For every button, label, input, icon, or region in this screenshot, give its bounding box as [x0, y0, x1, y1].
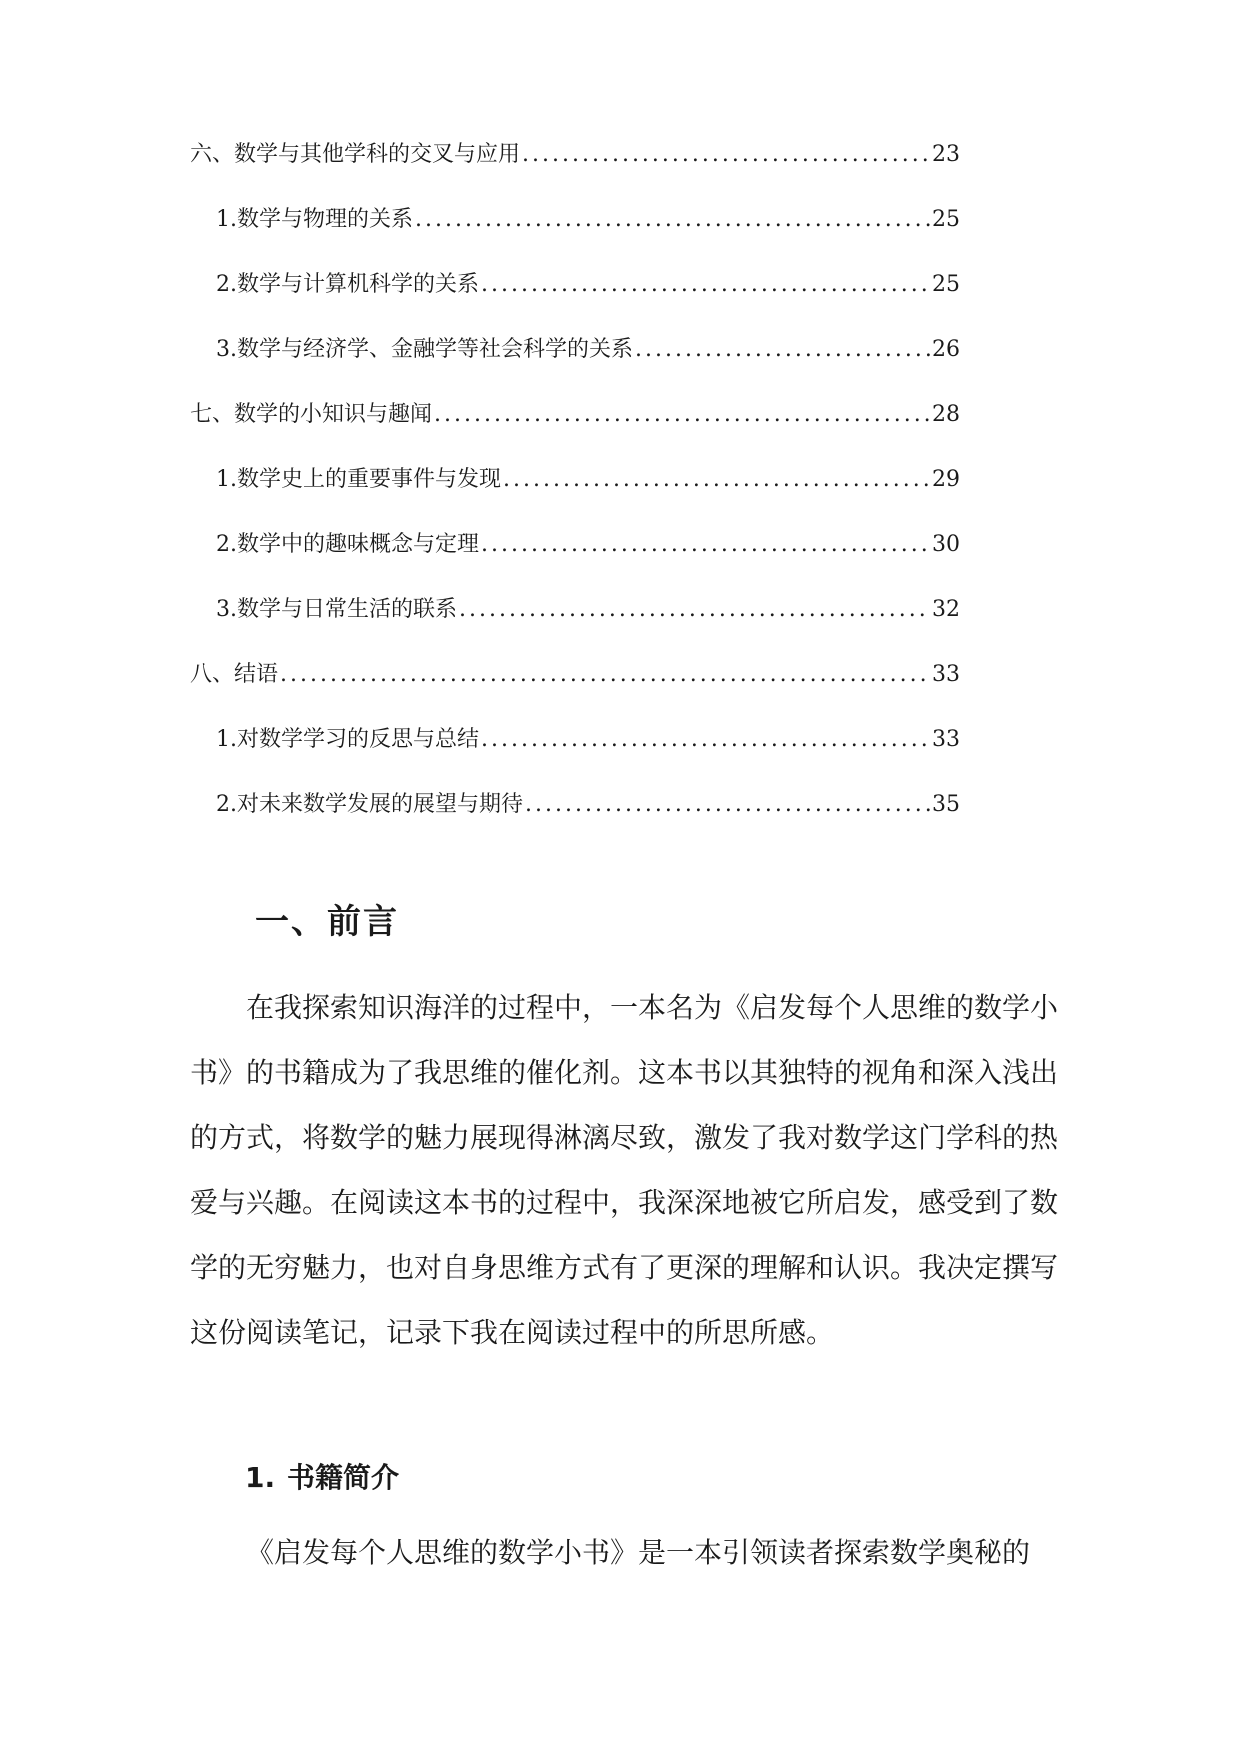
toc-leader-dots	[479, 725, 930, 755]
toc-entry-title: 对数学学习的反思与总结	[237, 727, 480, 752]
toc-leader-dots	[501, 465, 930, 495]
toc-entry-page: 35	[932, 792, 960, 817]
toc-entry[interactable]	[190, 270, 960, 335]
toc-entry-title: 数学史上的重要事件与发现	[237, 467, 502, 492]
toc-leader-dots	[457, 595, 930, 625]
toc-entry-number: 3.	[216, 597, 237, 622]
toc-entry-number: 3.	[216, 337, 237, 362]
toc-entry-page: 33	[932, 727, 960, 752]
toc-entry-number: 2.	[216, 532, 237, 557]
toc-entry-title: 数学与经济学、金融学等社会科学的关系	[237, 337, 634, 362]
toc-entry[interactable]	[190, 790, 960, 855]
toc-entry[interactable]	[190, 335, 960, 400]
toc-entry-title: 八、结语	[190, 662, 279, 687]
toc-entry[interactable]	[190, 595, 960, 660]
toc-entry-page: 28	[932, 402, 960, 427]
toc-entry-number: 1.	[216, 207, 237, 232]
toc-entry-page: 29	[932, 467, 960, 492]
book-intro-paragraph: 《启发每个人思维的数学小书》是一本引领读者探索数学奥秘的	[246, 1536, 1031, 1569]
toc-entry[interactable]	[190, 140, 960, 205]
toc-entry-title: 数学中的趣味概念与定理	[237, 532, 480, 557]
toc-entry-page: 30	[932, 532, 960, 557]
toc-entry-title: 数学与日常生活的联系	[237, 597, 458, 622]
toc-leader-dots	[520, 140, 930, 170]
toc-entry-number: 2.	[216, 272, 237, 297]
toc-entry-number: 1.	[216, 727, 237, 752]
toc-entry[interactable]	[190, 205, 960, 270]
toc-entry-number: 1.	[216, 467, 237, 492]
toc-entry-page: 32	[932, 597, 960, 622]
subsection-heading	[245, 1458, 399, 1498]
toc-entry-page: 26	[932, 337, 960, 362]
section-heading: 一、前言	[255, 902, 399, 942]
toc-entry-title: 对未来数学发展的展望与期待	[237, 792, 524, 817]
toc-entry-title: 数学与计算机科学的关系	[237, 272, 480, 297]
toc-leader-dots	[479, 530, 930, 560]
toc-entry[interactable]	[190, 660, 960, 725]
toc-leader-dots	[479, 270, 930, 300]
subsection-title: 书籍简介	[287, 1461, 400, 1494]
toc-entry-title: 六、数学与其他学科的交叉与应用	[190, 142, 521, 167]
toc-leader-dots	[432, 400, 930, 430]
toc-leader-dots	[278, 660, 930, 690]
toc-leader-dots	[413, 205, 930, 235]
toc-entry-page: 25	[932, 272, 960, 297]
toc-entry[interactable]	[190, 400, 960, 465]
toc-entry[interactable]	[190, 465, 960, 530]
toc-entry-title: 七、数学的小知识与趣闻	[190, 402, 433, 427]
toc-entry[interactable]	[190, 725, 960, 790]
toc-entry-page: 33	[932, 662, 960, 687]
toc-leader-dots	[523, 790, 930, 820]
table-of-contents	[190, 140, 960, 855]
intro-paragraph: 在我探索知识海洋的过程中，一本名为《启发每个人思维的数学小书》的书籍成为了我思维的催化剂。这本书以其独特的视角和深入浅出的方式，将数学的魅力展现得淋漓尽致，激发了我对数学这门学科的热爱与兴趣。在阅读这本书的过程中，我深深地被它所启发，感受到了数学的无穷魅力，也对自身思维方式有了更深的理解和认识。我决定撰写这份阅读笔记，记录下我在阅读过程中的所思所感。	[190, 991, 1059, 1349]
toc-leader-dots	[633, 335, 930, 365]
toc-entry[interactable]	[190, 530, 960, 595]
toc-entry-page: 23	[932, 142, 960, 167]
toc-entry-number: 2.	[216, 792, 237, 817]
toc-entry-page: 25	[932, 207, 960, 232]
subsection-number: 1.	[245, 1461, 276, 1494]
toc-entry-title: 数学与物理的关系	[237, 207, 414, 232]
